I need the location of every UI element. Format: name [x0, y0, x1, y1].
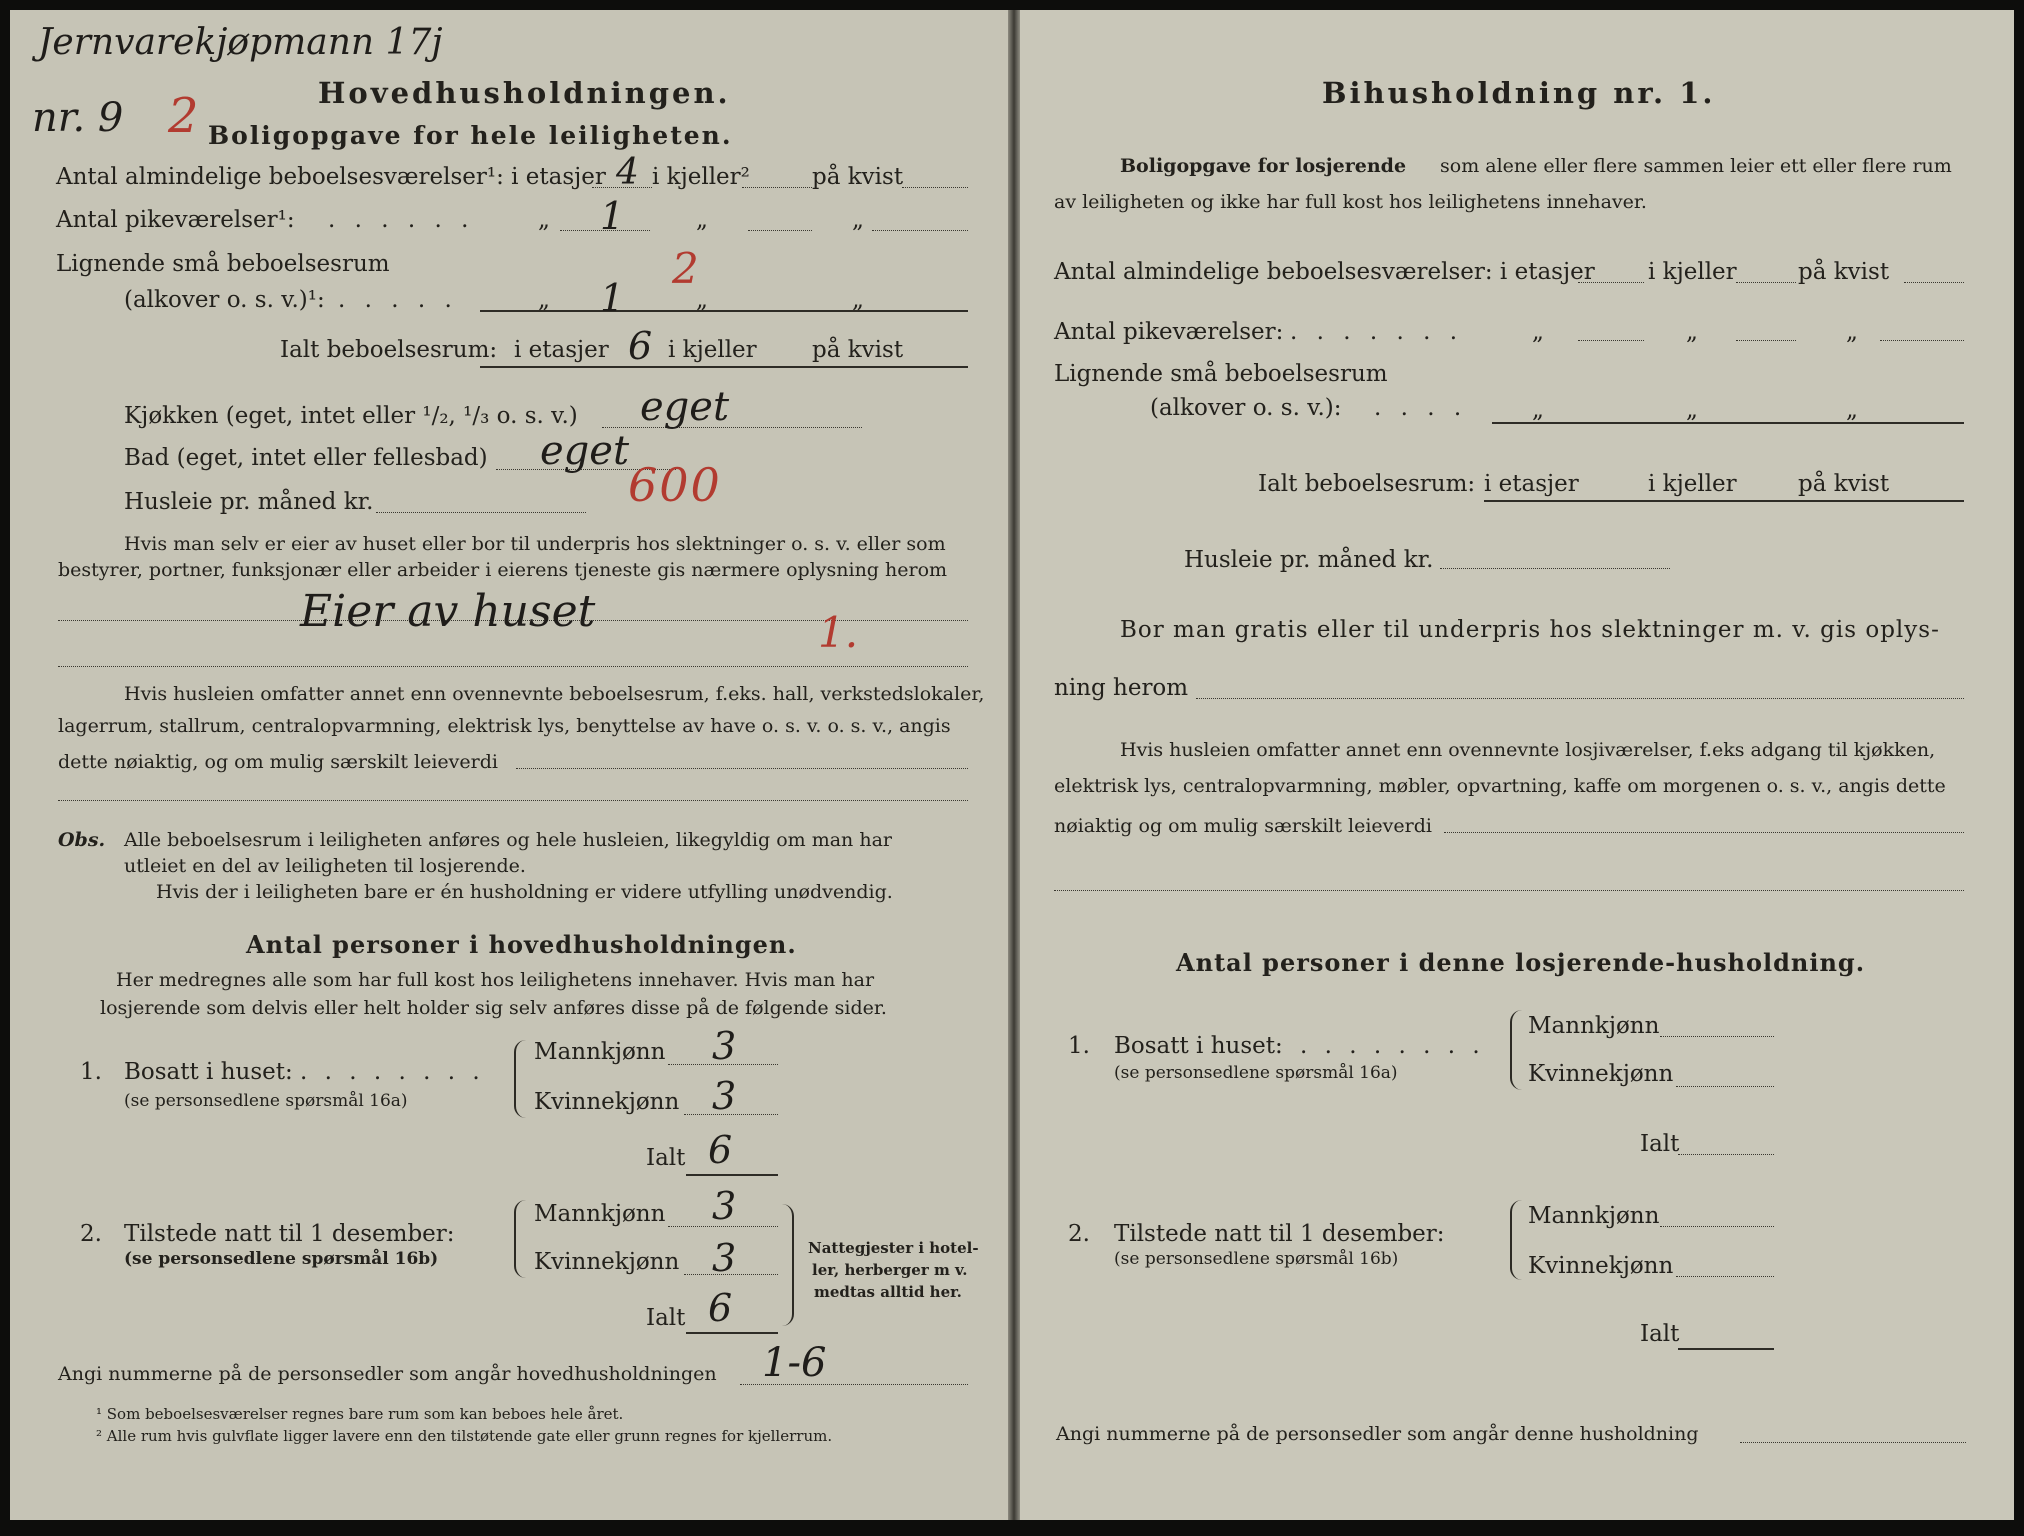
eier-answer-line-2: [58, 666, 968, 667]
right-lignende-dots: . . . .: [1374, 395, 1468, 421]
right-husleie-label: Husleie pr. måned kr.: [1184, 547, 1434, 573]
right-note-1: Hvis husleien omfatter annet enn ovennevnte losjiværelser, f.eks adgang til kjøkken,: [1120, 739, 1936, 761]
pike-q1: „: [538, 207, 550, 233]
right-q2-mann-line: [1660, 1226, 1774, 1227]
right-intro-bold: Boligopgave for losjerende: [1120, 155, 1407, 177]
leieverdi-line-2: [58, 800, 968, 801]
pike-kjeller-line: [748, 230, 812, 231]
right-q1-kvinne-line: [1676, 1086, 1774, 1087]
right-row1-etasjer-line: [1578, 282, 1644, 283]
hw-q1-mann: 3: [712, 1024, 737, 1068]
right-pike-q2: „: [1686, 319, 1698, 345]
obs-label: Obs.: [58, 829, 106, 851]
q2-number: 2.: [80, 1221, 102, 1247]
right-lignende-label-2: (alkover o. s. v.):: [1150, 395, 1342, 421]
natt-note-2: ler, herberger m v.: [812, 1261, 968, 1279]
ialt-label: Ialt beboelsesrum:: [280, 337, 498, 363]
hw-eier: Eier av huset: [300, 586, 596, 637]
page-fold: [1008, 10, 1020, 1520]
q1-mann-label: Mannkjønn: [534, 1039, 666, 1065]
persons-note1: Her medregnes alle som har full kost hos leilighetens innehaver. Hvis man har: [116, 969, 875, 991]
right-q1-brace: [1510, 1010, 1522, 1090]
q2-brace: [514, 1200, 526, 1278]
ialt-line: [480, 366, 968, 368]
right-q1-label: Bosatt i huset:: [1114, 1033, 1283, 1059]
right-ialt-line: [1484, 500, 1964, 502]
handwritten-occupation-note: Jernvarekjøpmann 17j: [38, 22, 443, 63]
right-q1-mann-line: [1660, 1036, 1774, 1037]
footnote-2: ² Alle rum hvis gulvflate ligger lavere enn den tilstøtende gate eller grunn regnes for kjellerrum.: [96, 1427, 833, 1445]
right-ialt-etasjer: i etasjer: [1484, 471, 1579, 497]
right-pike-line3: [1880, 340, 1964, 341]
lignende-label-1: Lignende små beboelsesrum: [56, 251, 390, 277]
hw-total-etasjer: 6: [628, 324, 653, 368]
kjeller-line: [742, 187, 812, 188]
q1-kvinne-label: Kvinnekjønn: [534, 1089, 680, 1115]
eier-note-line2: bestyrer, portner, funksjonær eller arbeider i eierens tjeneste gis nærmere oplysning herom: [58, 559, 948, 581]
husleie-note-line1: Hvis husleien omfatter annet enn ovennevnte beboelsesrum, f.eks. hall, verkstedslokaler,: [124, 683, 985, 705]
right-leieverdi-line-2: [1054, 890, 1964, 891]
left-title: Hovedhusholdningen.: [318, 76, 731, 110]
hw-q2-ialt: 6: [708, 1286, 733, 1330]
right-q2-kvinne-line: [1676, 1276, 1774, 1277]
right-q2-number: 2.: [1068, 1221, 1090, 1247]
kjeller-label: i kjeller²: [652, 164, 750, 190]
ialt-etasjer-label: i etasjer: [514, 337, 609, 363]
right-pike-q3: „: [1846, 319, 1858, 345]
right-q1-ialt-line: [1678, 1154, 1774, 1155]
right-angi-label: Angi nummerne på de personsedler som angår denne husholdning: [1056, 1423, 1699, 1445]
hw-husleie-red: 600: [628, 458, 722, 512]
q1-ialt-label: Ialt: [646, 1145, 686, 1171]
right-intro-2: av leiligheten og ikke har full kost hos leilighetens innehaver.: [1054, 191, 1647, 213]
bad-label: Bad (eget, intet eller fellesbad): [124, 445, 488, 471]
hw-pike: 1: [600, 194, 625, 238]
hw-q2-kvinne: 3: [712, 1236, 737, 1280]
right-gratis-1: Bor man gratis eller til underpris hos slektninger m. v. gis oplys-: [1120, 617, 1940, 643]
right-ialt-kjeller: i kjeller: [1648, 471, 1737, 497]
obs-line3: Hvis der i leiligheten bare er én husholdning er videre utfylling unødvendig.: [156, 881, 893, 903]
q1-brace: [514, 1040, 526, 1118]
q2-ialt-line: [686, 1332, 778, 1334]
handwritten-nr: nr. 9: [32, 95, 124, 141]
right-q1-number: 1.: [1068, 1033, 1090, 1059]
right-q2-ialt-line: [1678, 1348, 1774, 1350]
hw-red-sum: 2: [672, 244, 699, 293]
right-lignende-label-1: Lignende små beboelsesrum: [1054, 361, 1388, 387]
pikevaerelser-label: Antal pikeværelser¹:: [56, 207, 295, 233]
right-persons-title: Antal personer i denne losjerende-husholdning.: [1176, 948, 1866, 977]
hw-q2-mann: 3: [712, 1184, 737, 1228]
hw-alkover: 1: [600, 276, 625, 320]
right-q2-mann: Mannkjønn: [1528, 1203, 1660, 1229]
right-q1-ialt: Ialt: [1640, 1131, 1680, 1157]
right-lignende-q2: „: [1686, 397, 1698, 423]
lignende-label-2: (alkover o. s. v.)¹:: [124, 287, 325, 313]
lignende-q2: „: [696, 287, 708, 313]
kjokken-label: Kjøkken (eget, intet eller ¹/₂, ¹/₃ o. s. v.): [124, 403, 578, 429]
right-q2-kvinne: Kvinnekjønn: [1528, 1253, 1674, 1279]
right-intro-1: som alene eller flere sammen leier ett eller flere rum: [1440, 155, 1952, 177]
right-lignende-q1: „: [1532, 397, 1544, 423]
q2-label: Tilstede natt til 1 desember:: [124, 1221, 455, 1247]
natt-note-3: medtas alltid her.: [814, 1283, 962, 1301]
angi-nummer-label: Angi nummerne på de personsedler som angår hovedhusholdningen: [58, 1363, 717, 1385]
right-gratis-line: [1196, 698, 1964, 699]
right-row1-kvist: på kvist: [1798, 259, 1890, 285]
right-q2-ialt: Ialt: [1640, 1321, 1680, 1347]
natt-note-1: Nattegjester i hotel-: [808, 1239, 979, 1257]
right-q1-dots: . . . . . . . .: [1300, 1033, 1485, 1059]
obs-line2: utleiet en del av leiligheten til losjerende.: [124, 855, 526, 877]
husleie-note-line3: dette nøiaktig, og om mulig særskilt leieverdi: [58, 751, 498, 773]
q1-label: Bosatt i huset:: [124, 1059, 293, 1085]
lignende-q1: „: [538, 287, 550, 313]
husleie-note-line2: lagerrum, stallrum, centralopvarmning, elektrisk lys, benyttelse av have o. s. v. o. s. v., angis: [58, 715, 951, 737]
right-q2-sub: (se personsedlene spørsmål 16b): [1114, 1249, 1399, 1269]
hw-bad: eget: [540, 428, 630, 474]
right-q1-sub: (se personsedlene spørsmål 16a): [1114, 1063, 1398, 1083]
right-row1-label: Antal almindelige beboelsesværelser: i etasjer: [1054, 259, 1595, 285]
hw-eier-red: 1.: [818, 608, 859, 657]
right-note-2: elektrisk lys, centralopvarmning, møbler, opvartning, kaffe om morgenen o. s. v., angis dette: [1054, 775, 1946, 797]
right-title: Bihusholdning nr. 1.: [1322, 76, 1716, 110]
persons-note2: losjerende som delvis eller helt holder sig selv anføres disse på de følgende sider.: [100, 997, 887, 1019]
q2-kvinne-label: Kvinnekjønn: [534, 1249, 680, 1275]
right-q2-label: Tilstede natt til 1 desember:: [1114, 1221, 1445, 1247]
husleie-label: Husleie pr. måned kr.: [124, 489, 374, 515]
pike-q3: „: [852, 207, 864, 233]
right-pike-line1: [1578, 340, 1644, 341]
ialt-kvist-label: på kvist: [812, 337, 904, 363]
right-note-3: nøiaktig og om mulig særskilt leieverdi: [1054, 815, 1432, 837]
right-husleie-line: [1440, 568, 1670, 569]
right-q1-mann: Mannkjønn: [1528, 1013, 1660, 1039]
pike-kvist-line: [872, 230, 968, 231]
right-lignende-q3: „: [1846, 397, 1858, 423]
row-beboelsesvaerelser-label: Antal almindelige beboelsesværelser¹: i etasjer: [56, 164, 606, 190]
q2-ialt-label: Ialt: [646, 1305, 686, 1331]
hw-nummer: 1-6: [762, 1340, 827, 1386]
q2-sub: (se personsedlene spørsmål 16b): [124, 1249, 439, 1269]
right-ialt-label: Ialt beboelsesrum:: [1258, 471, 1476, 497]
pike-q2: „: [696, 207, 708, 233]
right-leieverdi-line: [1444, 832, 1964, 833]
right-pike-q1: „: [1532, 319, 1544, 345]
right-row1-kvist-line: [1904, 282, 1964, 283]
ialt-kjeller-label: i kjeller: [668, 337, 757, 363]
handwritten-red-nr: 2: [168, 88, 199, 144]
pike-dots: . . . . . .: [328, 207, 475, 233]
q1-sub: (se personsedlene spørsmål 16a): [124, 1091, 408, 1111]
right-row1-kjeller-line: [1736, 282, 1796, 283]
kvist-line: [902, 187, 968, 188]
husleie-line: [376, 512, 586, 513]
right-gratis-2: ning herom: [1054, 675, 1189, 701]
right-angi-line: [1740, 1442, 1966, 1443]
footnote-1: ¹ Som beboelsesværelser regnes bare rum som kan beboes hele året.: [96, 1405, 624, 1423]
right-page-bihusholdning: [1018, 10, 2014, 1520]
lignende-line: [480, 310, 968, 312]
right-pike-line2: [1736, 340, 1796, 341]
kvist-label: på kvist: [812, 164, 904, 190]
lignende-q3: „: [852, 287, 864, 313]
left-subtitle: Boligopgave for hele leiligheten.: [208, 121, 733, 150]
q2-mann-label: Mannkjønn: [534, 1201, 666, 1227]
leieverdi-line: [516, 768, 968, 769]
right-q1-kvinne: Kvinnekjønn: [1528, 1061, 1674, 1087]
obs-line1: Alle beboelsesrum i leiligheten anføres og hele husleien, likegyldig om man har: [124, 829, 892, 851]
lignende-dots: . . . . .: [338, 287, 458, 313]
q1-number: 1.: [80, 1059, 102, 1085]
q1-dots: . . . . . . . .: [300, 1059, 485, 1085]
hw-kjokken: eget: [640, 384, 730, 430]
right-lignende-line: [1492, 422, 1964, 424]
natt-bracket: [782, 1204, 794, 1326]
hw-q1-ialt: 6: [708, 1128, 733, 1172]
right-row1-kjeller: i kjeller: [1648, 259, 1737, 285]
q1-ialt-line: [686, 1174, 778, 1176]
hw-q1-kvinne: 3: [712, 1074, 737, 1118]
hw-etasjer: 4: [616, 152, 639, 193]
right-q2-brace: [1510, 1200, 1522, 1280]
right-pike-dots: . . . . . . .: [1290, 319, 1464, 345]
persons-title: Antal personer i hovedhusholdningen.: [246, 930, 797, 959]
right-ialt-kvist: på kvist: [1798, 471, 1890, 497]
right-pike-label: Antal pikeværelser:: [1054, 319, 1284, 345]
eier-note-line1: Hvis man selv er eier av huset eller bor til underpris hos slektninger o. s. v. eller som: [124, 533, 946, 555]
